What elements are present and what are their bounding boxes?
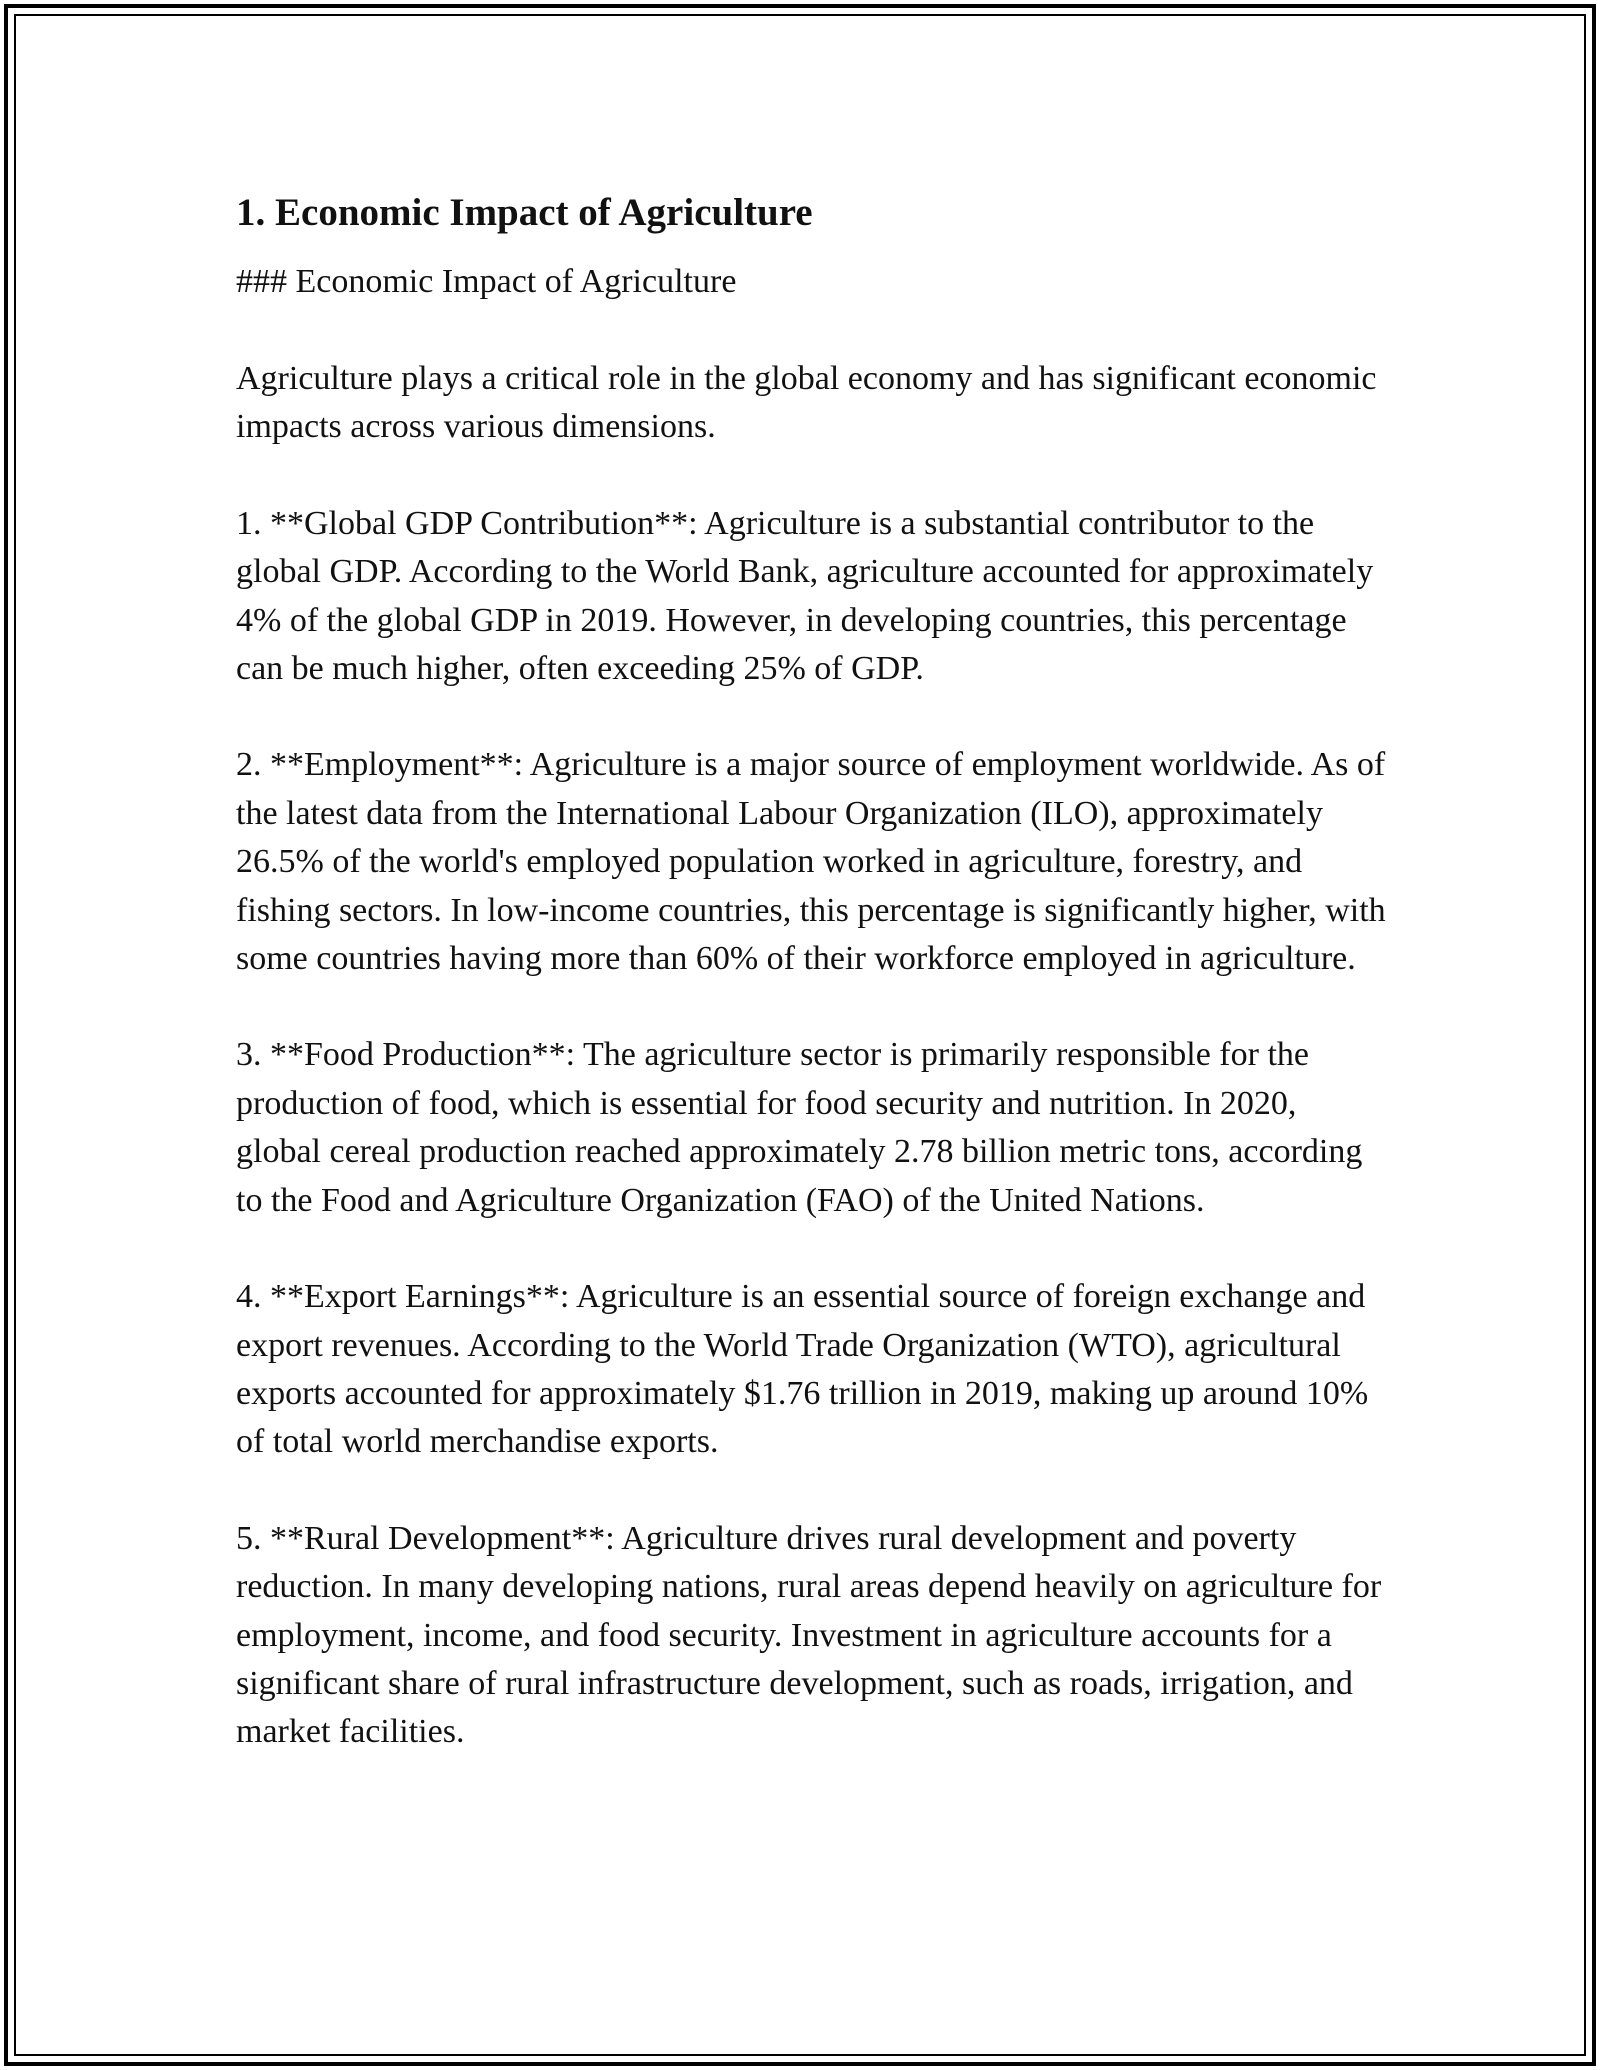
- point-food-production: 3. **Food Production**: The agriculture sector is primarily responsible for the production of food, which is essential for food security and nutrition. In 2020, global cereal production reached approximately 2.78 billion metric tons, according to the Food and Agriculture Organization (FAO) of the United Nations.: [236, 1036, 1363, 1219]
- document-body: [236, 186, 1386, 1805]
- point-export-earnings: 4. **Export Earnings**: Agriculture is an essential source of foreign exchange and export revenues. According to the World Trade Organization (WTO), agricultural exports accounted for approximately $1.76 trillion in 2019, making up around 10% of total world merchandise exports.: [236, 1278, 1369, 1461]
- sub-heading: ### Economic Impact of Agriculture: [236, 263, 737, 300]
- point-gdp-contribution: 1. **Global GDP Contribution**: Agriculture is a substantial contributor to the global GDP. According to the World Bank, agriculture accounted for approximately 4% of the global GDP in 2019. However, in developing countries, this percentage can be much higher, often exceeding 25% of GDP.: [236, 504, 1374, 688]
- intro-paragraph: Agriculture plays a critical role in the global economy and has significant economic impacts across various dimensions.: [236, 360, 1377, 446]
- point-employment: 2. **Employment**: Agriculture is a major source of employment worldwide. As of the latest data from the International Labour Organization (ILO), approximately 26.5% of the world's employed population worked in agriculture, forestry, and fishing sectors. In low-income countries, this percentage is significantly higher, with some countries having more than 60% of their workforce employed in agriculture.: [236, 746, 1386, 978]
- section-title: 1. Economic Impact of Agriculture: [236, 191, 813, 234]
- point-rural-development: 5. **Rural Development**: Agriculture drives rural development and poverty reduction. In many developing nations, rural areas depend heavily on agriculture for employment, income, and food security. Investment in agriculture accounts for a significant share of rural infrastructure development, such as roads, irrigation, and market facilities.: [236, 1519, 1382, 1751]
